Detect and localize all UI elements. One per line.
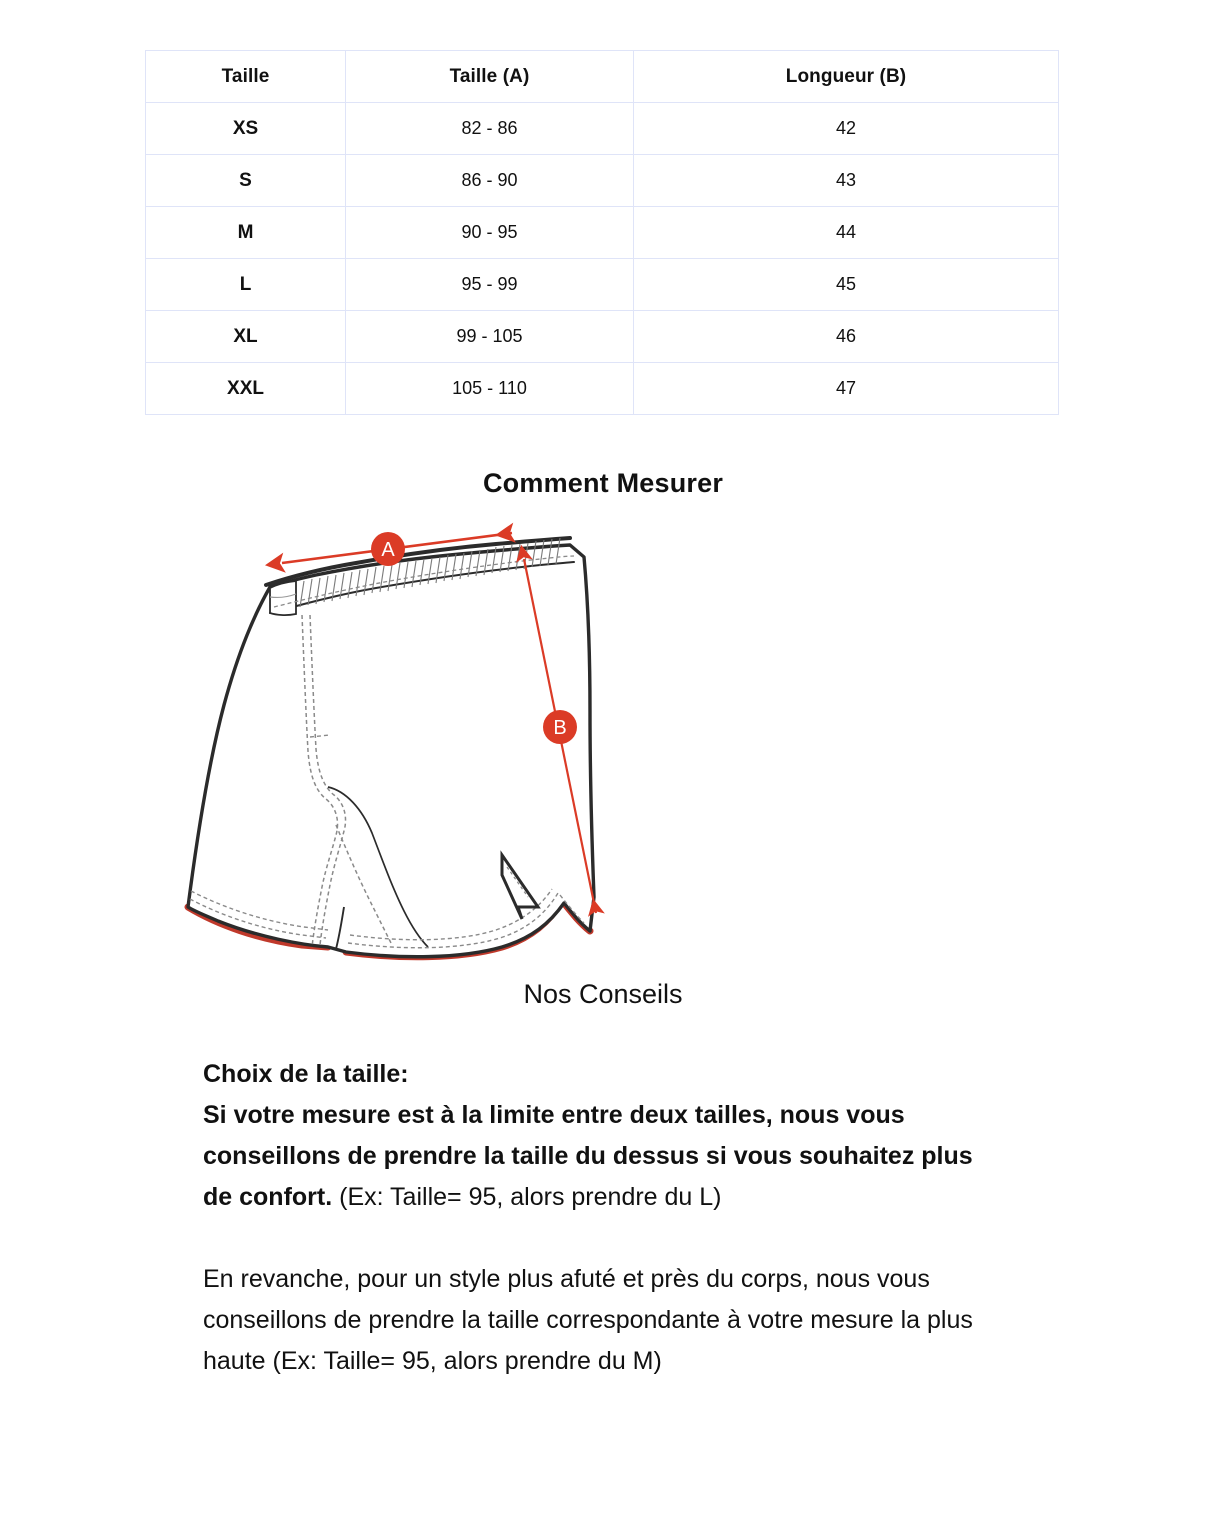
cell-length: 47 bbox=[634, 363, 1059, 415]
column-header-length: Longueur (B) bbox=[634, 51, 1059, 103]
cell-waist: 99 - 105 bbox=[346, 311, 634, 363]
table-row bbox=[146, 363, 1059, 415]
table-row bbox=[146, 311, 1059, 363]
cell-waist: 90 - 95 bbox=[346, 207, 634, 259]
shorts-measurement-diagram bbox=[150, 515, 710, 965]
cell-waist: 95 - 99 bbox=[346, 259, 634, 311]
waistband-left-tab bbox=[270, 581, 296, 615]
cell-waist: 86 - 90 bbox=[346, 155, 634, 207]
cell-length: 43 bbox=[634, 155, 1059, 207]
how-to-measure-heading: Comment Mesurer bbox=[482, 468, 724, 498]
cell-waist: 105 - 110 bbox=[346, 363, 634, 415]
measure-a-label: A bbox=[381, 539, 395, 561]
advice-lead: Choix de la taille: bbox=[203, 1060, 409, 1088]
advice-spacer bbox=[203, 1218, 1003, 1259]
cell-length: 42 bbox=[634, 103, 1059, 155]
cell-size: S bbox=[146, 155, 346, 207]
column-header-waist: Taille (A) bbox=[346, 51, 634, 103]
cell-waist: 82 - 86 bbox=[346, 103, 634, 155]
cell-size: XXL bbox=[146, 363, 346, 415]
cell-size: XS bbox=[146, 103, 346, 155]
column-header-size: Taille bbox=[146, 51, 346, 103]
cell-length: 45 bbox=[634, 259, 1059, 311]
cell-length: 46 bbox=[634, 311, 1059, 363]
size-chart-table-container bbox=[145, 50, 1058, 415]
advice-paragraph-1 bbox=[203, 1095, 1003, 1218]
cell-size: L bbox=[146, 259, 346, 311]
advice-heading: Nos Conseils bbox=[523, 979, 683, 1009]
table-row bbox=[146, 155, 1059, 207]
cell-size: XL bbox=[146, 311, 346, 363]
table-row bbox=[146, 207, 1059, 259]
measure-b-label: B bbox=[553, 717, 567, 739]
table-row bbox=[146, 103, 1059, 155]
advice-paragraph-1-bold: Si votre mesure est à la limite entre deux tailles, nous vous conseillons de prendre la taille du dessus si vous souhaitez plus de confort. bbox=[203, 1101, 973, 1211]
size-chart-table bbox=[145, 50, 1059, 415]
advice-paragraph-1-example: (Ex: Taille= 95, alors prendre du L) bbox=[332, 1183, 722, 1211]
advice-paragraph-2: En revanche, pour un style plus afuté et près du corps, nous vous conseillons de prendre la taille correspondante à votre mesure la plus haute (Ex: Taille= 95, alors prendre du M) bbox=[203, 1265, 973, 1375]
cell-size: M bbox=[146, 207, 346, 259]
table-row bbox=[146, 259, 1059, 311]
advice-text-block bbox=[203, 1054, 1003, 1382]
table-header-row bbox=[146, 51, 1059, 103]
cell-length: 44 bbox=[634, 207, 1059, 259]
